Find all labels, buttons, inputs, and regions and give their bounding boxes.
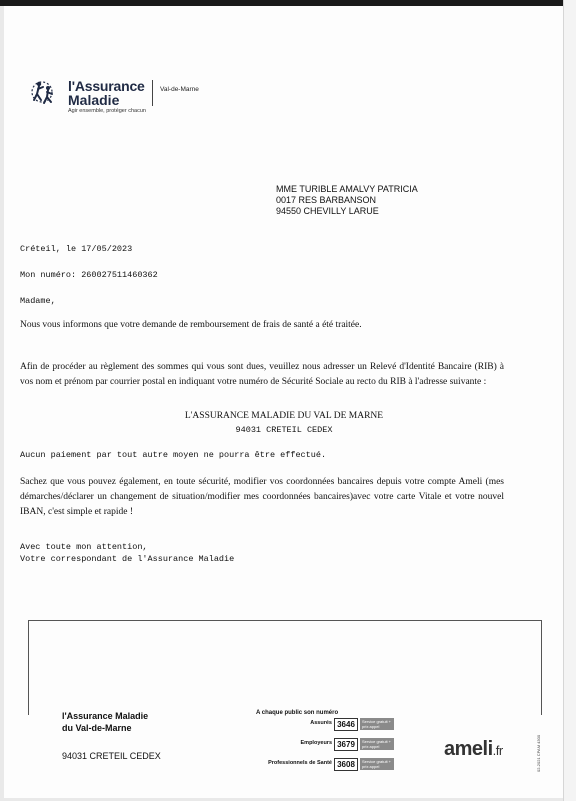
return-address-line-1: L'ASSURANCE MALADIE DU VAL DE MARNE — [184, 411, 384, 421]
letter-page — [4, 6, 564, 798]
tear-off-slip-border — [28, 620, 542, 715]
contact-tag: Service gratuit + prix appel — [360, 758, 394, 770]
contact-label: Assurés — [310, 720, 332, 726]
paragraph-2: Afin de procéder au règlement des sommes qui vous sont dues, veuillez nous adresser un Relevé d'Identité Bancaire (RIB) à vos nom et prénom par courrier postal en indiquant votre numéro de Sécurité Sociale au recto du RIB à l'adresse suivante : — [20, 362, 504, 387]
contact-number: 3646 — [334, 718, 358, 731]
contact-tag: Service gratuit + prix appel — [360, 738, 394, 750]
header-divider — [152, 80, 153, 106]
assurance-maladie-logo — [30, 70, 200, 120]
return-address-line-2: 94031 CRETEIL CEDEX — [235, 425, 333, 435]
closing-line-1: Avec toute mon attention, — [20, 542, 148, 552]
contact-row-professionnels — [252, 758, 398, 770]
contact-number: 3608 — [334, 758, 358, 771]
contact-tag: Service gratuit + prix appel — [360, 718, 394, 730]
paragraph-1: Nous vous informons que votre demande de remboursement de frais de santé a été traitée. — [20, 320, 362, 330]
contact-label: Employeurs — [300, 740, 332, 746]
recipient-address — [276, 184, 418, 217]
recipient-city: 94550 CHEVILLY LARUE — [276, 206, 379, 216]
form-side-code: 02-2021 CPAM 4300 — [536, 734, 541, 772]
reference-number: Mon numéro: 260027511460362 — [20, 270, 158, 280]
contacts-header: A chaque public son numéro — [256, 710, 339, 716]
region-name: Val-de-Marne — [160, 86, 199, 93]
brand-line-1: l'Assurance — [68, 78, 145, 94]
contact-row-employeurs — [252, 738, 398, 750]
contact-row-assures — [252, 718, 398, 730]
salutation: Madame, — [20, 296, 56, 306]
paragraph-3: Aucun paiement par tout autre moyen ne pourra être effectué. — [20, 450, 327, 460]
paragraph-4: Sachez que vous pouvez également, en toute sécurité, modifier vos coordonnées bancaires depuis votre compte Ameli (mes démarches/déclarer un changement de situation/modifier mes coordonnées bancaires)avec votre carte Vitale et votre nouvel IBAN, c'est simple et rapide ! — [20, 477, 504, 517]
brand-tagline: Agir ensemble, protéger chacun — [68, 108, 146, 114]
ameli-logo-main: ameli — [444, 738, 493, 760]
footer-address: 94031 CRETEIL CEDEX — [62, 751, 161, 761]
brand-line-2: Maladie — [68, 92, 120, 108]
footer-org-line-1: l'Assurance Maladie — [62, 711, 149, 721]
place-date: Créteil, le 17/05/2023 — [20, 244, 133, 254]
ameli-logo-suffix: .fr — [492, 743, 503, 758]
scan-right-edge — [563, 0, 576, 801]
contact-number: 3679 — [334, 738, 358, 751]
footer-org-line-2: du Val-de-Marne — [62, 723, 132, 733]
recipient-street: 0017 RES BARBANSON — [276, 195, 377, 205]
ameli-logo — [444, 738, 503, 761]
logo-figures-icon — [30, 74, 66, 110]
contact-label: Professionnels de Santé — [268, 760, 332, 766]
closing-line-2: Votre correspondant de l'Assurance Maladie — [20, 554, 235, 564]
recipient-name: MME TURIBLE AMALVY PATRICIA — [276, 184, 418, 194]
